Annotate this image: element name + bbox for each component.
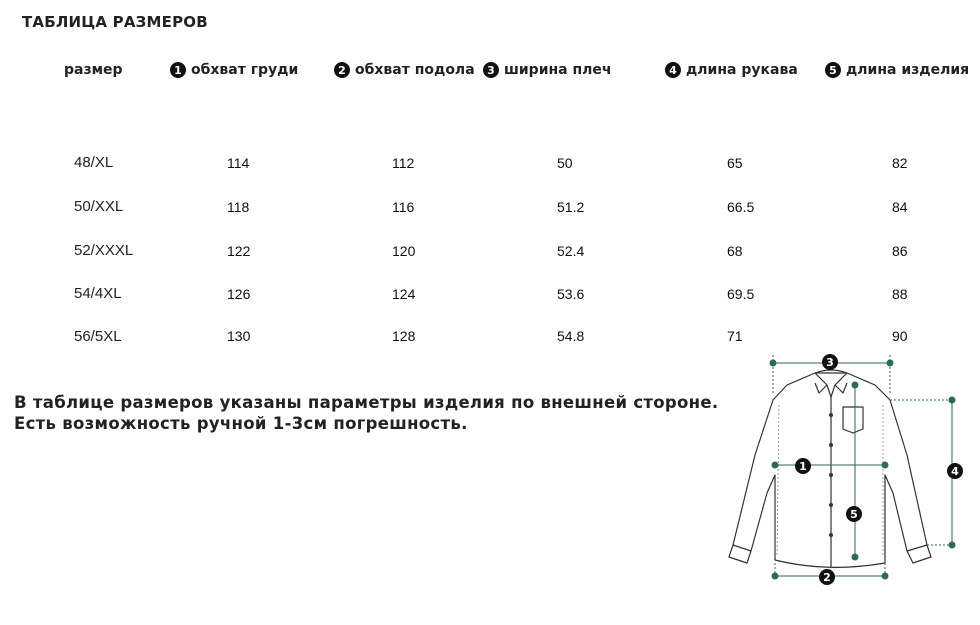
- table-cell: 52.4: [557, 243, 585, 259]
- table-cell-size: 50/XXL: [74, 198, 124, 215]
- table-cell: 112: [392, 155, 415, 171]
- table-cell: 122: [227, 243, 251, 259]
- table-cell: 69.5: [727, 286, 755, 302]
- header-sleeve: [665, 60, 798, 80]
- table-cell: 124: [392, 286, 416, 302]
- table-cell: 54.8: [557, 328, 585, 344]
- table-cell: 86: [892, 243, 908, 259]
- note-line-1: В таблице размеров указаны параметры изделия по внешней стороне.: [14, 393, 719, 412]
- number-4-icon: 4: [665, 62, 681, 78]
- table-cell: 82: [892, 155, 908, 171]
- table-cell: 65: [727, 155, 743, 171]
- table-cell-size: 48/XL: [74, 154, 114, 171]
- table-cell-size: 52/XXXL: [74, 242, 134, 259]
- size-chart-title: ТАБЛИЦА РАЗМЕРОВ: [22, 13, 208, 31]
- shirt-measurement-diagram: [715, 345, 975, 585]
- table-cell: 130: [227, 328, 251, 344]
- number-5-icon: 5: [825, 62, 841, 78]
- marker-5-icon: 5: [850, 508, 858, 521]
- table-cell: 51.2: [557, 199, 585, 215]
- header-size-label: размер: [64, 62, 123, 78]
- table-cell: 88: [892, 286, 908, 302]
- number-3-icon: 3: [483, 62, 499, 78]
- marker-1-icon: 1: [799, 460, 807, 473]
- marker-2-icon: 2: [823, 571, 831, 584]
- header-length: [825, 60, 969, 80]
- header-chest-label: обхват груди: [191, 62, 299, 78]
- table-cell: 116: [392, 199, 415, 215]
- header-shoulder: [483, 60, 612, 80]
- table-cell: 118: [227, 199, 250, 215]
- chest-measure: [772, 462, 888, 468]
- table-cell: 84: [892, 199, 908, 215]
- length-measure: [852, 382, 858, 560]
- table-cell: 120: [392, 243, 416, 259]
- table-cell: 128: [392, 328, 416, 344]
- number-2-icon: 2: [334, 62, 350, 78]
- header-sleeve-label: длина рукава: [686, 62, 798, 78]
- table-cell: 53.6: [557, 286, 585, 302]
- table-cell: 71: [727, 328, 743, 344]
- header-size: [64, 60, 123, 80]
- measurement-note: [14, 392, 718, 434]
- table-cell: 114: [227, 155, 250, 171]
- number-1-icon: 1: [170, 62, 186, 78]
- table-cell: 68: [727, 243, 743, 259]
- table-cell: 50: [557, 155, 573, 171]
- header-length-label: длина изделия: [846, 62, 970, 78]
- marker-3-icon: 3: [826, 356, 834, 369]
- header-chest: [170, 60, 298, 80]
- header-shoulder-label: ширина плеч: [504, 62, 612, 78]
- table-cell-size: 54/4XL: [74, 285, 122, 302]
- shirt-outline-icon: [729, 370, 931, 567]
- table-cell-size: 56/5XL: [74, 328, 122, 345]
- table-cell: 90: [892, 328, 908, 344]
- header-hem-label: обхват подола: [355, 62, 475, 78]
- marker-4-icon: 4: [951, 465, 959, 478]
- table-cell: 126: [227, 286, 251, 302]
- table-cell: 66.5: [727, 199, 755, 215]
- header-hem: [334, 60, 475, 80]
- note-line-2: Есть возможность ручной 1-3см погрешность.: [14, 414, 468, 433]
